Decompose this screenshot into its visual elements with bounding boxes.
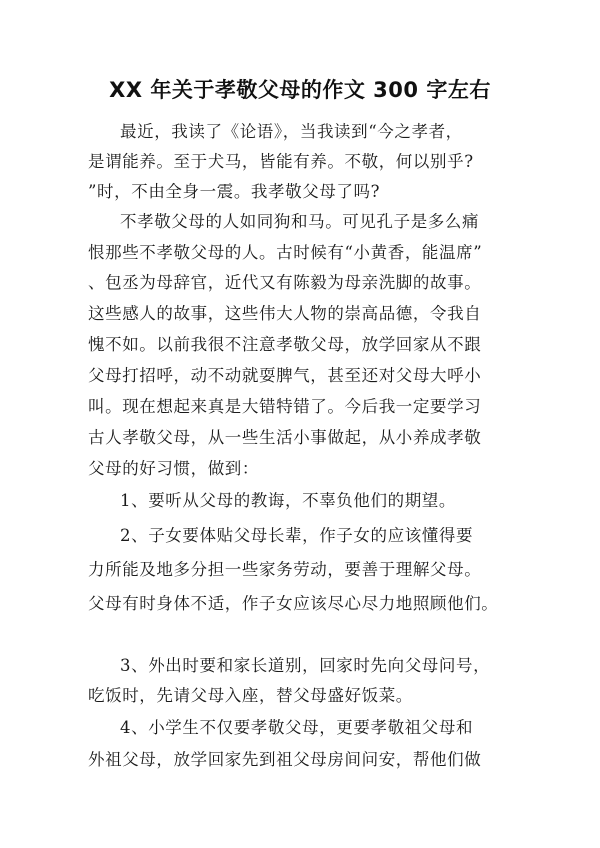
paragraph-line: 父母有时身体不适，作子女应该尽心尽力地照顾他们。 bbox=[88, 594, 499, 613]
paragraph-line: 恨那些不孝敬父母的人。古时候有“小黄香，能温席” bbox=[88, 243, 483, 262]
paragraph-line: 外祖父母，放学回家先到祖父母房间问安，帮他们做 bbox=[88, 750, 482, 769]
list-item-line: 3、外出时要和家长道别，回家时先向父母问号， bbox=[120, 656, 491, 675]
paragraph-line: 吃饭时，先请父母入座，替父母盛好饭菜。 bbox=[88, 686, 413, 705]
list-item-line: 4、小学生不仅要孝敬父母，更要孝敬祖父母和 bbox=[120, 718, 474, 737]
paragraph-line: 愧不如。以前我很不注意孝敬父母，放学回家从不跟 bbox=[88, 335, 482, 354]
paragraph-line: ”时，不由全身一震。我孝敬父母了吗? bbox=[88, 182, 381, 201]
paragraph-line: 父母打招呼，动不动就耍脾气，甚至还对父母大呼小 bbox=[88, 366, 482, 385]
paragraph-line: 父母的好习惯，做到： bbox=[88, 459, 259, 478]
paragraph-line: 、包丞为母辞官，近代又有陈毅为母亲洗脚的故事。 bbox=[88, 273, 482, 292]
paragraph-line: 叫。现在想起来真是大错特错了。今后我一定要学习 bbox=[88, 397, 482, 416]
list-item-line: 1、要听从父母的教诲，不辜负他们的期望。 bbox=[120, 491, 456, 510]
paragraph-line: 这些感人的故事，这些伟大人物的崇高品德，令我自 bbox=[88, 304, 482, 323]
paragraph-line: 力所能及地多分担一些家务劳动，要善于理解父母。 bbox=[88, 560, 482, 579]
paragraph-line: 最近，我读了《论语》，当我读到“今之孝者， bbox=[120, 122, 463, 141]
list-item-line: 2、子女要体贴父母长辈，作子女的应该懂得要 bbox=[120, 526, 474, 545]
document-title: XX 年关于孝敬父母的作文 300 字左右 bbox=[109, 78, 491, 102]
paragraph-line: 古人孝敬父母，从一些生活小事做起，从小养成孝敬 bbox=[88, 428, 482, 447]
paragraph-line: 不孝敬父母的人如同狗和马。可见孔子是多么痛 bbox=[120, 212, 480, 231]
paragraph-line: 是谓能养。至于犬马，皆能有养。不敬，何以别乎? bbox=[88, 152, 474, 171]
